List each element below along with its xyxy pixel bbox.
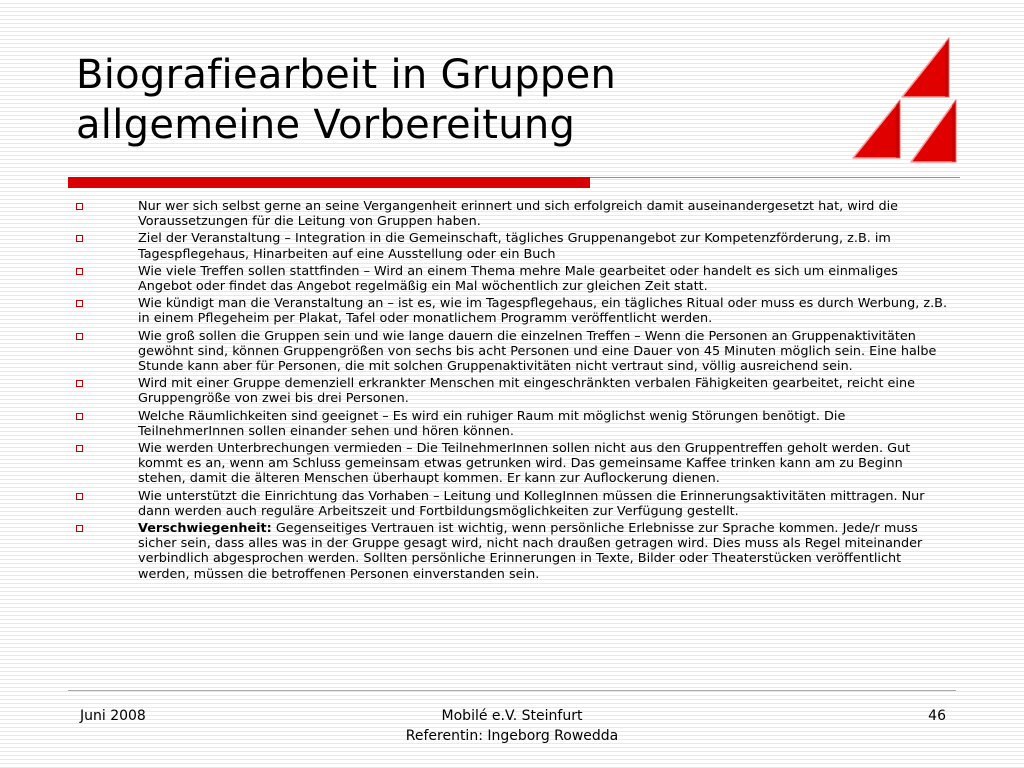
bullet-text: Wie groß sollen die Gruppen sein und wie lange dauern die einzelnen Treffen – Wenn die Personen an Gruppenaktivitäten gewöhnt sind, können Gruppengrößen von sechs bis acht Personen und eine Dauer von 45 Minuten möglich sein. Eine halbe Stunde kann aber für Personen, die mit solchen Gruppenaktivitäten nicht vertraut sind, völlig ausreichend sein. <box>138 328 937 375</box>
footer-speaker: Referentin: Ingeborg Rowedda <box>405 728 619 744</box>
square-bullet-icon <box>76 300 83 307</box>
bullet-list <box>76 199 952 584</box>
square-bullet-icon <box>76 493 83 500</box>
square-bullet-icon <box>76 445 83 452</box>
bullet-item <box>76 296 952 326</box>
bullet-item <box>76 521 952 582</box>
bullet-item <box>76 441 952 487</box>
square-bullet-icon <box>76 235 83 242</box>
square-bullet-icon <box>76 525 83 532</box>
bullet-item <box>76 199 952 229</box>
bullet-text: Wird mit einer Gruppe demenziell erkrankter Menschen mit eingeschränkten verbalen Fähigkeiten gearbeitet, reicht eine Gruppengröße von zwei bis drei Personen. <box>138 376 915 407</box>
bullet-item <box>76 231 952 261</box>
square-bullet-icon <box>76 380 83 387</box>
bullet-text: Wie unterstützt die Einrichtung das Vorhaben – Leitung und KollegInnen müssen die Erinnerungsaktivitäten mittragen. Nur dann werden auch reguläre Arbeitszeit und Fortbildungsmöglichkeiten zur Verfügung gestellt. <box>138 488 925 519</box>
footer-organization: Mobilé e.V. Steinfurt <box>441 708 583 724</box>
red-triangles-logo-icon <box>848 36 964 172</box>
bullet-text: Wie kündigt man die Veranstaltung an – ist es, wie im Tagespflegehaus, ein tägliches Ritual oder muss es durch Werbung, z.B. in einem Pflegeheim per Plakat, Tafel oder monatlichem Programm veröffentlicht werden. <box>138 296 948 327</box>
bullet-item <box>76 376 952 406</box>
bullet-text: Gegenseitiges Vertrauen ist wichtig, wenn persönliche Erlebnisse zur Sprache kommen. Jede/r muss sicher sein, dass alles was in der Gruppe gesagt wird, nicht nach draußen getragen wird. Dies muss als Regel miteinander verbindlich abgesprochen werden. Sollten persönliche Erinnerungen in Texte, Bilder oder Theaterstücken veröffentlicht werden, müssen die betroffenen Personen einverstanden sein. <box>138 521 923 582</box>
bullet-text: Welche Räumlichkeiten sind geeignet – Es wird ein ruhiger Raum mit möglichst wenig Störungen benötigt. Die TeilnehmerInnen sollen einander sehen und hören können. <box>138 408 846 439</box>
bullet-item <box>76 489 952 519</box>
bullet-text: Wie werden Unterbrechungen vermieden – Die TeilnehmerInnen sollen nicht aus den Gruppentreffen geholt werden. Gut kommt es an, wenn am Schluss gemeinsam etwas getrunken wird. Das gemeinsame Kaffee trinken kann am zu Beginn stehen, damit die älteren Menschen überhaupt kommen. Er kann zur Auflockerung dienen. <box>138 441 911 487</box>
bullet-item <box>76 409 952 439</box>
title-underline-red <box>68 177 590 188</box>
footer-divider <box>68 690 956 691</box>
bullet-bold-lead: Verschwiegenheit: <box>138 521 272 537</box>
footer-center <box>312 706 712 746</box>
square-bullet-icon <box>76 203 83 210</box>
footer-date: Juni 2008 <box>80 708 146 724</box>
bullet-text: Ziel der Veranstaltung – Integration in die Gemeinschaft, tägliches Gruppenangebot zur Kompetenzförderung, z.B. im Tagespflegehaus, Hinarbeiten auf eine Ausstellung oder ein Buch <box>138 231 891 262</box>
bullet-item <box>76 329 952 375</box>
bullet-item <box>76 264 952 294</box>
bullet-text: Nur wer sich selbst gerne an seine Vergangenheit erinnert und sich erfolgreich damit auseinandergesetzt hat, wird die Voraussetzungen für die Leitung von Gruppen haben. <box>138 199 899 230</box>
slide-title-line-2: allgemeine Vorbereitung <box>76 102 576 148</box>
square-bullet-icon <box>76 333 83 340</box>
square-bullet-icon <box>76 268 83 275</box>
footer-page-number: 46 <box>928 708 946 724</box>
square-bullet-icon <box>76 413 83 420</box>
slide-title-line-1: Biografiearbeit in Gruppen <box>76 52 617 98</box>
title-underline-thin <box>590 177 960 178</box>
bullet-text: Wie viele Treffen sollen stattfinden – Wird an einem Thema mehre Male gearbeitet oder handelt es sich um einmaliges Angebot oder findet das Angebot regelmäßig ein Mal wöchentlich zur gleichen Zeit statt. <box>138 263 898 295</box>
slide-title <box>76 50 836 150</box>
